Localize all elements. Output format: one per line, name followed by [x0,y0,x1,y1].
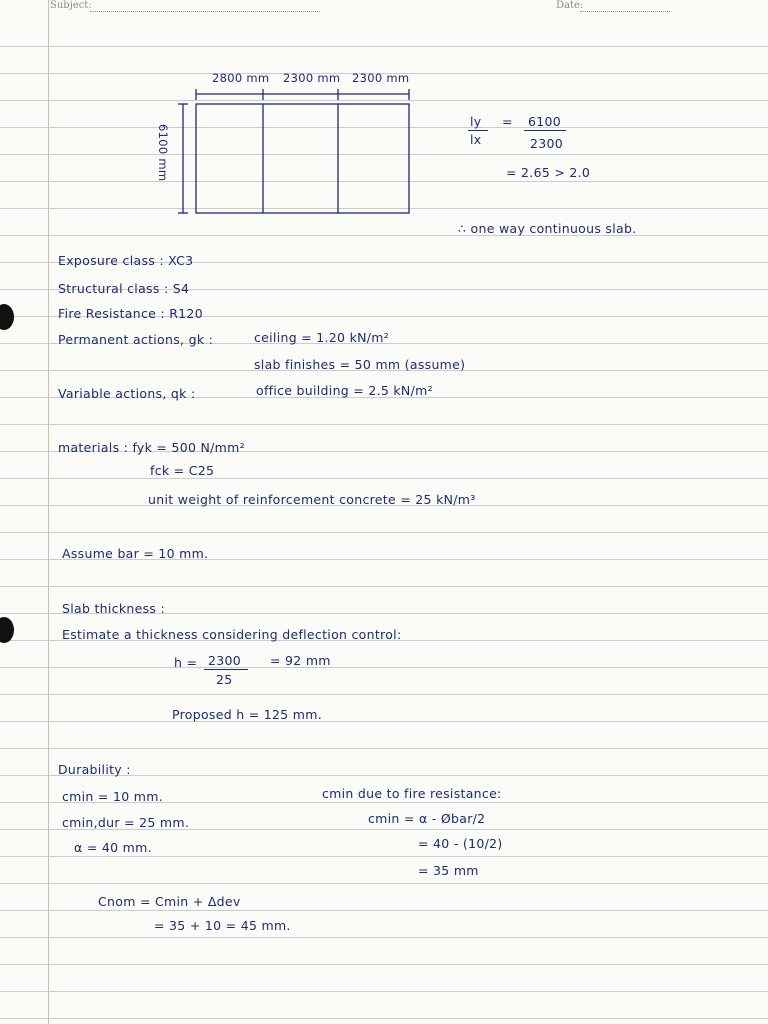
ratio-numerator: 6100 [528,114,562,129]
fraction-bar [468,130,488,131]
slab-outline [196,104,409,213]
slab-type-conclusion: ∴ one way continuous slab. [458,221,637,236]
h-numerator: 2300 [208,653,242,668]
structural-class: Structural class : S4 [58,281,190,296]
ratio-equals: = [502,114,513,129]
h-lhs: h = [174,655,198,670]
ratio-result: = 2.65 > 2.0 [506,165,591,180]
ceiling-load: ceiling = 1.20 kN/m² [254,330,390,345]
thickness-estimate: Estimate a thickness considering deflection control: [62,627,402,642]
fire-resistance: Fire Resistance : R120 [58,306,203,321]
subject-label: Subject: [50,0,92,11]
date-label: Date: [556,0,584,11]
fire-cover-eq3: = 35 mm [418,863,479,878]
span-label-2: 2300 mm [283,71,341,85]
thickness-heading: Slab thickness : [62,601,166,616]
h-denominator: 25 [216,672,233,687]
materials-fyk: materials : fyk = 500 N/mm² [58,440,245,455]
proposed-thickness: Proposed h = 125 mm. [172,707,323,722]
cmin-dur: cmin,dur = 25 mm. [62,815,190,830]
h-result: = 92 mm [270,653,331,668]
unit-weight: unit weight of reinforcement concrete = 25 kN/m³ [148,492,476,507]
exposure-class: Exposure class : XC3 [58,253,194,268]
fire-cover-eq2: = 40 - (10/2) [418,836,503,851]
assume-bar: Assume bar = 10 mm. [62,546,209,561]
span-label-1: 2800 mm [212,71,270,85]
cnom-formula: Cnom = Cmin + Δdev [98,894,241,909]
ratio-ly: ly [470,114,482,129]
fire-cover-heading: cmin due to fire resistance: [322,786,502,801]
slab-finishes: slab finishes = 50 mm (assume) [254,357,466,372]
height-label: 6100 mm [156,124,170,182]
span-label-3: 2300 mm [352,71,410,85]
cnom-result: = 35 + 10 = 45 mm. [154,918,291,933]
alpha: α = 40 mm. [74,840,152,855]
ratio-denominator: 2300 [530,136,564,151]
fire-cover-eq1: cmin = α - Øbar/2 [368,811,486,826]
fraction-bar [204,669,248,670]
durability-heading: Durability : [58,762,131,777]
fraction-bar [524,130,566,131]
office-load: office building = 2.5 kN/m² [256,383,433,398]
cmin: cmin = 10 mm. [62,789,163,804]
permanent-actions-label: Permanent actions, gk : [58,332,214,347]
ratio-lx: lx [470,132,482,147]
variable-actions-label: Variable actions, qk : [58,386,196,401]
materials-fck: fck = C25 [150,463,215,478]
